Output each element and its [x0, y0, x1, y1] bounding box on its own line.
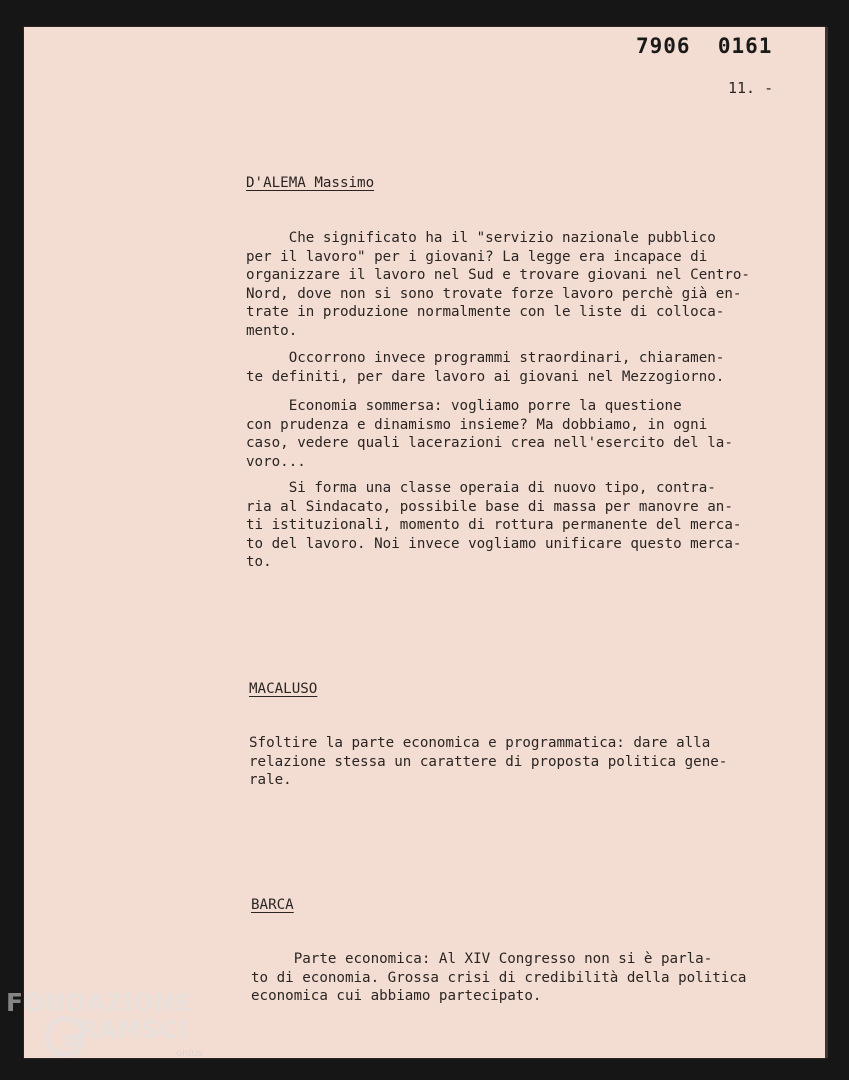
macaluso-paragraph-1: Sfoltire la parte economica e programmatica: dare alla relazione stessa un carattere di proposta politica gene- rale. [249, 735, 728, 789]
page-edge-shadow [825, 27, 828, 1058]
archive-document-number: 7906 0161 [636, 34, 773, 58]
dalema-paragraph-4: Si forma una classe operaia di nuovo tipo, contra- ria al Sindacato, possibile base di massa per manovre an- ti istituzionali, momento di rottura permanente del merca- to del lavoro. Noi invece vogliamo unificare questo merca- to. [246, 480, 742, 571]
dalema-paragraph-2: Occorrono invece programmi straordinari, chiaramen- te definiti, per dare lavoro ai giovani nel Mezzogiorno. [246, 350, 725, 385]
speaker-heading-dalema: D'ALEMA Massimo [246, 175, 375, 191]
fondazione-gramsci-watermark [6, 988, 216, 1068]
dalema-paragraph-3: Economia sommersa: vogliamo porre la questione con prudenza e dinamismo insieme? Ma dobbiamo, in ogni caso, vedere quali lacerazioni crea nell'esercito del la- voro... [246, 398, 733, 470]
page-number: 11. - [728, 79, 774, 97]
watermark-line2: RAMSCI [78, 1015, 188, 1044]
speaker-heading-macaluso: MACALUSO [249, 681, 318, 697]
barca-paragraph-1: Parte economica: Al XIV Congresso non si è parla- to di economia. Grossa crisi di credibilità della politica economica cui abbiamo partecipato. [251, 951, 747, 1005]
watermark-line1: FONDAZIONE [6, 988, 193, 1017]
watermark-suffix: onlus [176, 1048, 203, 1059]
speaker-heading-barca: BARCA [251, 897, 294, 913]
dalema-paragraph-1: Che significato ha il "servizio nazionale pubblico per il lavoro" per i giovani? La legge era incapace di organizzare il lavoro nel Sud e trovare giovani nel Centro- Nord, dove non si sono trovate forze lavoro perchè già en- trate in produzione normalmente con le liste di colloca- mento. [246, 230, 750, 339]
